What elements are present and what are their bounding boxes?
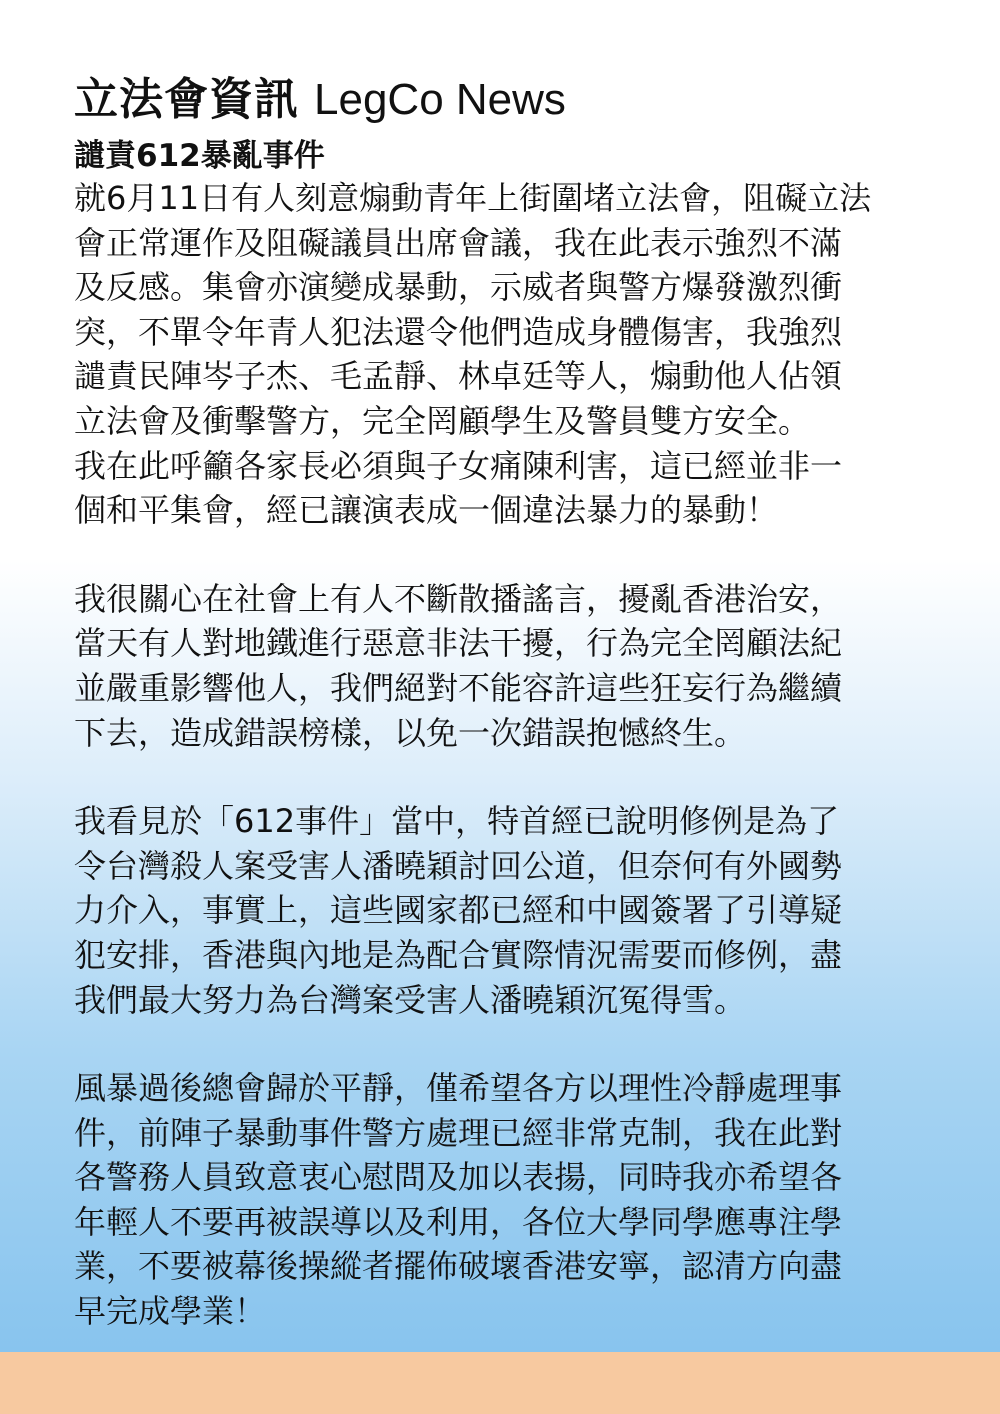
paragraph-1: [74, 176, 944, 533]
text-line: 年輕人不要再被誤導以及利用，各位大學同學應專注學: [74, 1202, 843, 1241]
text-line: 我看見於「612事件」當中，特首經已說明修例是為了: [74, 802, 840, 841]
text-line: 我們最大努力為台灣案受害人潘曉穎沉冤得雪。: [74, 980, 747, 1019]
text-line: 立法會及衝擊警方，完全罔顧學生及警員雙方安全。: [74, 401, 811, 440]
text-line: 當天有人對地鐵進行惡意非法干擾，行為完全罔顧法紀: [74, 624, 843, 663]
document-body: [74, 72, 944, 1334]
paragraph-2: [74, 577, 944, 755]
paragraph-4: [74, 1066, 944, 1334]
text-line: 下去，造成錯誤榜樣，以免一次錯誤抱憾終生。: [74, 713, 747, 752]
text-line: 犯安排，香港與內地是為配合實際情況需要而修例，盡: [74, 935, 843, 974]
text-line: 風暴過後總會歸於平靜，僅希望各方以理性冷靜處理事: [74, 1069, 843, 1108]
text-line: 譴責民陣岑子杰、毛孟靜、林卓廷等人，煽動他人佔領: [74, 357, 843, 396]
bottom-color-band: [0, 1352, 1000, 1414]
paragraph-3: [74, 799, 944, 1022]
text-line: 就6月11日有人刻意煽動青年上街圍堵立法會，阻礙立法: [74, 179, 872, 217]
title-english: LegCo News: [314, 75, 566, 124]
text-line: 及反感。集會亦演變成暴動，示威者與警方爆發激烈衝: [74, 268, 843, 307]
text-line: 件，前陣子暴動事件警方處理已經非常克制，我在此對: [74, 1113, 843, 1152]
text-line: 業，不要被幕後操縱者擺佈破壞香港安寧，認清方向盡: [74, 1247, 843, 1286]
text-line: 各警務人員致意衷心慰問及加以表揚，同時我亦希望各: [74, 1158, 843, 1197]
text-line: 我很關心在社會上有人不斷散播謠言，擾亂香港治安，: [74, 579, 843, 618]
paragraph-spacer: [74, 533, 944, 577]
paragraph-spacer: [74, 755, 944, 799]
paragraph-spacer: [74, 1022, 944, 1066]
page-title: [74, 72, 944, 128]
text-line: 會正常運作及阻礙議員出席會議，我在此表示強烈不滿: [74, 223, 843, 262]
text-line: 並嚴重影響他人，我們絕對不能容許這些狂妄行為繼續: [74, 668, 843, 707]
text-line: 力介入，事實上，這些國家都已經和中國簽署了引導疑: [74, 891, 843, 930]
article-headline: 譴責612暴亂事件: [74, 138, 325, 174]
text-line: 我在此呼籲各家長必須與子女痛陳利害，這已經並非一: [74, 446, 843, 485]
text-line: 突，不單令年青人犯法還令他們造成身體傷害，我強烈: [74, 312, 843, 351]
text-line: 令台灣殺人案受害人潘曉穎討回公道，但奈何有外國勢: [74, 846, 843, 885]
text-line: 個和平集會，經已讓演表成一個違法暴力的暴動！: [74, 491, 779, 530]
text-line: 早完成學業！: [74, 1292, 267, 1331]
title-chinese: 立法會資訊: [74, 74, 299, 125]
